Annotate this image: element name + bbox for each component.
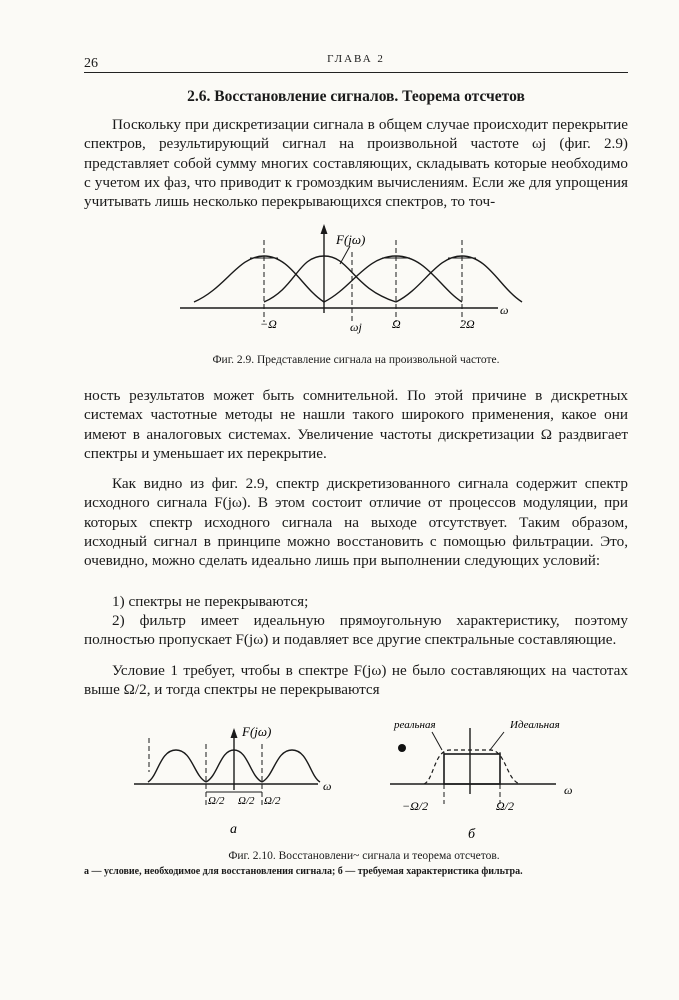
section-title: 2.6. Восстановление сигналов. Теорема отсчетов: [187, 88, 525, 105]
fig29-spectrum-far-right: [396, 256, 522, 302]
fig210b-real-leader: [432, 732, 442, 750]
list-item-2: 2) фильтр имеет идеальную прямоугольную характеристику, поэтому полностью пропускает F(jω) и подавляет все другие спектральные составляющие.: [84, 612, 628, 649]
fig210a-label-F: F(jω): [242, 724, 272, 739]
fig210a-tick-1: Ω/2: [208, 795, 225, 807]
fig210b-ideal-filter: [444, 754, 500, 784]
fig29-label-omega-j: ωj: [350, 320, 362, 334]
fig210b-label-real: реальная: [394, 719, 436, 731]
paragraph-4: Условие 1 требует, чтобы в спектре F(jω) не было составляющих на частотах выше Ω/2, и тогда спектры не перекрываются: [84, 662, 628, 699]
fig210a-spectrum-right: [262, 750, 320, 782]
fig210b-ideal-leader: [490, 732, 504, 750]
figure-2-10-legend: а — условие, необходимое для восстановления сигнала; б — требуемая характеристика фильтра.: [84, 866, 523, 877]
fig210a-tick-3: Ω/2: [264, 795, 281, 807]
figure-2-10-b: [372, 712, 602, 844]
page-number: 26: [84, 56, 98, 71]
list-item-1: 1) спектры не перекрываются;: [112, 593, 309, 610]
figure-2-10-caption: Фиг. 2.10. Восстановлени~ сигнала и теорема отсчетов.: [228, 850, 500, 862]
fig29-spectrum-left: [194, 256, 324, 302]
fig29-axis-label: ω: [500, 303, 509, 317]
chapter-title: ГЛАВА 2: [327, 53, 385, 65]
fig29-axis-arrowhead: [321, 224, 328, 234]
fig210a-axis-label: ω: [323, 779, 332, 793]
fig210b-label-ideal: Идеальная: [510, 719, 560, 731]
fig210b-real-filter: [424, 750, 520, 784]
fig29-label-omega: Ω: [392, 317, 401, 331]
running-head: [84, 50, 628, 73]
fig210b-ink-blot: [398, 744, 406, 752]
paragraph-1: Поскольку при дискретизации сигнала в общем случае происходит перекрытие спектров, результирующий сигнал на произвольной частоте ωj (фиг. 2.9) представляет собой сумму многих составляющих, складывать которые необходимо с учетом их фаз, что приводит к громоздким вычислениям. Если же для упрощения учитывать лишь несколько перекрывающихся спектров, то точ-: [84, 116, 628, 211]
fig210a-axis-arrowhead: [231, 728, 238, 738]
fig210b-label-right: Ω/2: [496, 799, 515, 813]
paragraph-2: ность результатов может быть сомнительной. По этой причине в дискретных системах частотные методы не нашли такого широкого применения, какое они имеют в аналоговых системах. Увеличение частоты дискретизации Ω раздвигает спектры и уменьшает их перекрытие.: [84, 387, 628, 462]
fig29-label-F: F(jω): [336, 232, 366, 247]
fig210b-sub-label: б: [468, 827, 476, 842]
paragraph-3: Как видно из фиг. 2.9, спектр дискретизованного сигнала содержит спектр исходного сигнала F(jω). В этом состоит отличие от процессов модуляции, при которых спектр исходного сигнала на выходе отсутствует. Таким образом, исходный сигнал в принципе можно восстановить с помощью фильтрации. Это, очевидно, можно сделать идеально лишь при выполнении следующих условий:: [84, 475, 628, 570]
figure-2-9-caption: Фиг. 2.9. Представление сигнала на произвольной частоте.: [212, 354, 500, 366]
fig29-label-minus-omega: −Ω: [260, 317, 277, 331]
fig29-label-leader: [340, 246, 350, 264]
fig210a-tick-2: Ω/2: [238, 795, 255, 807]
fig29-label-2omega: 2Ω: [460, 317, 475, 331]
fig210b-axis-label: ω: [564, 783, 573, 797]
figure-2-9: [180, 218, 540, 340]
fig210a-sub-label: а: [230, 822, 237, 837]
figure-2-10-a: [130, 716, 350, 844]
fig210a-spectrum-left: [148, 750, 206, 782]
fig210b-label-left: −Ω/2: [402, 799, 429, 813]
